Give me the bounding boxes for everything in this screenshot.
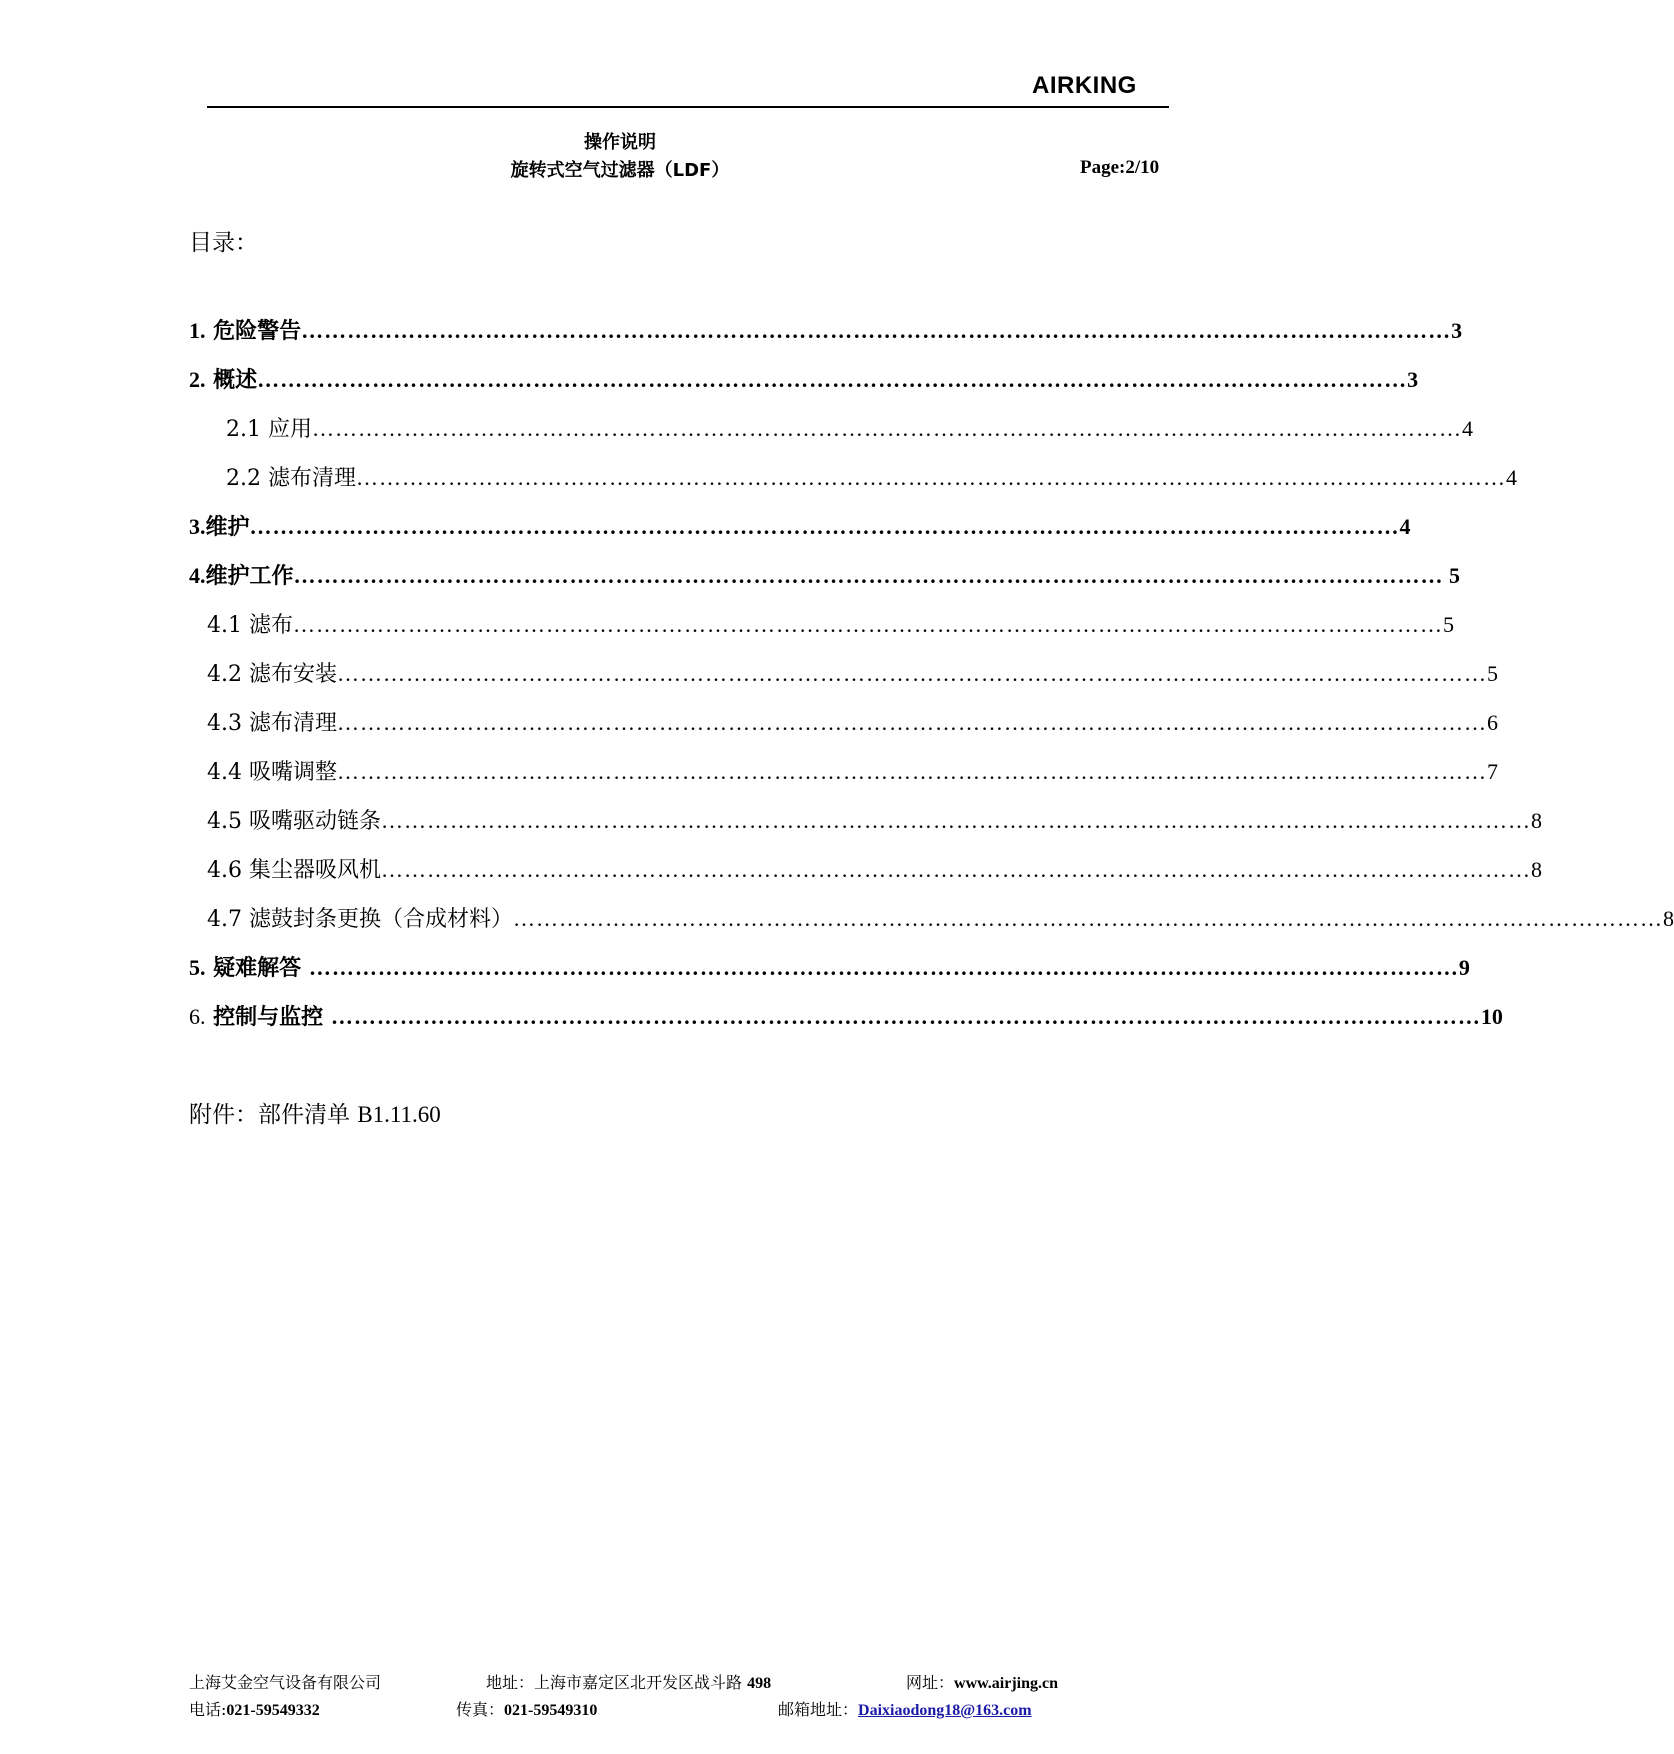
- footer-address-number: 498: [747, 1675, 772, 1692]
- footer-phone-number: 021-59549332: [226, 1702, 320, 1719]
- toc-entry-4-6[interactable]: [207, 853, 1542, 884]
- toc-entry-6[interactable]: [189, 1000, 1503, 1031]
- footer-email-label: 邮箱地址：: [778, 1700, 859, 1719]
- toc-entry-label: 维护: [205, 515, 250, 540]
- toc-entry-label: 2.2 滤布清理: [226, 466, 356, 491]
- toc-entry-page: 4: [1505, 465, 1517, 490]
- toc-entry-label: 概述: [205, 368, 258, 393]
- footer-phone: [189, 1697, 320, 1720]
- footer-phone-label: 电话:: [189, 1700, 227, 1719]
- toc-entry-page: 10: [1480, 1004, 1503, 1029]
- toc-entry-label: 4.6 集尘器吸风机: [207, 858, 381, 883]
- toc-entry-3[interactable]: [189, 510, 1411, 541]
- toc-entry-label: 维护工作: [205, 564, 294, 589]
- footer-email-link[interactable]: Daixiaodong18@163.com: [858, 1702, 1032, 1719]
- toc-leader-dots: ……………………………………………………………………………………………………………………………………: [512, 906, 1663, 931]
- toc-leader-dots: ……………………………………………………………………………………………………………………………………: [301, 318, 1452, 343]
- attachment-label: 附件：部件清单: [189, 1102, 358, 1128]
- toc-leader-dots: ……………………………………………………………………………………………………………………………………: [308, 955, 1459, 980]
- toc-entry-page: 6: [1486, 710, 1498, 735]
- toc-leader-dots: ……………………………………………………………………………………………………………………………………: [380, 808, 1531, 833]
- toc-entry-2-2[interactable]: [226, 461, 1517, 492]
- toc-entry-4-2[interactable]: [207, 657, 1498, 688]
- toc-entry-label: 危险警告: [205, 319, 302, 344]
- footer-fax-number: 021-59549310: [504, 1702, 598, 1719]
- toc-leader-dots: ……………………………………………………………………………………………………………………………………: [257, 367, 1408, 392]
- toc-entry-4-3[interactable]: [207, 706, 1498, 737]
- toc-leader-dots: ……………………………………………………………………………………………………………………………………: [330, 1004, 1481, 1029]
- toc-entry-2-1[interactable]: [226, 412, 1473, 443]
- toc-entry-label: 4.2 滤布安装: [207, 662, 337, 687]
- toc-entry-1[interactable]: [189, 314, 1463, 345]
- toc-leader-dots: ……………………………………………………………………………………………………………………………………: [355, 465, 1506, 490]
- toc-leader-dots: ……………………………………………………………………………………………………………………………………: [336, 759, 1487, 784]
- toc-entry-page: 8: [1530, 808, 1542, 833]
- toc-entry-number: 1.: [189, 318, 206, 343]
- footer-address: [486, 1670, 771, 1693]
- document-subtitle: 旋转式空气过滤器（LDF）: [510, 160, 730, 181]
- toc-entry-number: 4.: [189, 563, 206, 588]
- footer-fax-label: 传真：: [456, 1700, 505, 1719]
- toc-entry-page: 4: [1399, 514, 1411, 539]
- toc-entry-page: 3: [1407, 367, 1419, 392]
- toc-entry-label: 4.4 吸嘴调整: [207, 760, 337, 785]
- toc-leader-dots: ……………………………………………………………………………………………………………………………………: [249, 514, 1400, 539]
- attachment-note: [189, 1096, 441, 1129]
- toc-entry-label: 控制与监控: [205, 1005, 331, 1030]
- toc-entry-5[interactable]: [189, 951, 1470, 982]
- toc-entry-page: 9: [1458, 955, 1470, 980]
- toc-entry-4-4[interactable]: [207, 755, 1498, 786]
- toc-leader-dots: ……………………………………………………………………………………………………………………………………: [336, 661, 1487, 686]
- brand-logo: AIRKING: [1032, 72, 1137, 99]
- toc-entry-page: 8: [1662, 906, 1674, 931]
- toc-leader-dots: ……………………………………………………………………………………………………………………………………: [380, 857, 1531, 882]
- header-rule: [207, 106, 1169, 108]
- footer-email: [778, 1697, 1032, 1720]
- toc-entry-label: 4.5 吸嘴驱动链条: [207, 809, 381, 834]
- toc-entry-page: 8: [1530, 857, 1542, 882]
- toc-leader-dots: ……………………………………………………………………………………………………………………………………: [311, 416, 1462, 441]
- toc-entry-number: 5.: [189, 955, 206, 980]
- toc-heading: 目录：: [189, 230, 258, 256]
- toc-entry-label: 4.1 滤布: [207, 613, 293, 638]
- footer-company: 上海艾金空气设备有限公司: [189, 1673, 382, 1692]
- toc-entry-4-7[interactable]: [207, 902, 1674, 933]
- page-number: Page:2/10: [1080, 157, 1160, 178]
- footer-address-label: 地址：上海市嘉定区北开发区战斗路: [486, 1673, 748, 1692]
- footer-fax: [456, 1697, 597, 1720]
- attachment-code: B1.11.60: [357, 1102, 441, 1127]
- toc-entry-label: 4.3 滤布清理: [207, 711, 337, 736]
- footer-website-url[interactable]: www.airjing.cn: [954, 1675, 1059, 1692]
- toc-entry-page: 4: [1461, 416, 1473, 441]
- document-title: 操作说明: [584, 132, 656, 153]
- toc-entry-number: 2.: [189, 367, 206, 392]
- toc-entry-2[interactable]: [189, 363, 1419, 394]
- toc-entry-page: 5: [1442, 612, 1454, 637]
- footer-website: [906, 1670, 1058, 1693]
- toc-entry-4-1[interactable]: [207, 608, 1454, 639]
- footer-website-label: 网址：: [906, 1673, 955, 1692]
- toc-leader-dots: ……………………………………………………………………………………………………………………………………: [336, 710, 1487, 735]
- toc-entry-page: 3: [1451, 318, 1463, 343]
- toc-entry-label: 2.1 应用: [226, 417, 312, 442]
- toc-entry-page: 7: [1486, 759, 1498, 784]
- toc-entry-number: 3.: [189, 514, 206, 539]
- toc-entry-page: 5: [1486, 661, 1498, 686]
- toc-entry-label: 疑难解答: [205, 956, 309, 981]
- toc-entry-number: 6.: [189, 1004, 206, 1029]
- toc-entry-page: 5: [1443, 563, 1461, 588]
- toc-entry-label: 4.7 滤鼓封条更换（合成材料）: [207, 907, 513, 932]
- toc-leader-dots: ……………………………………………………………………………………………………………………………………: [293, 563, 1444, 588]
- toc-entry-4-5[interactable]: [207, 804, 1542, 835]
- toc-leader-dots: ……………………………………………………………………………………………………………………………………: [292, 612, 1443, 637]
- toc-entry-4[interactable]: [189, 559, 1461, 590]
